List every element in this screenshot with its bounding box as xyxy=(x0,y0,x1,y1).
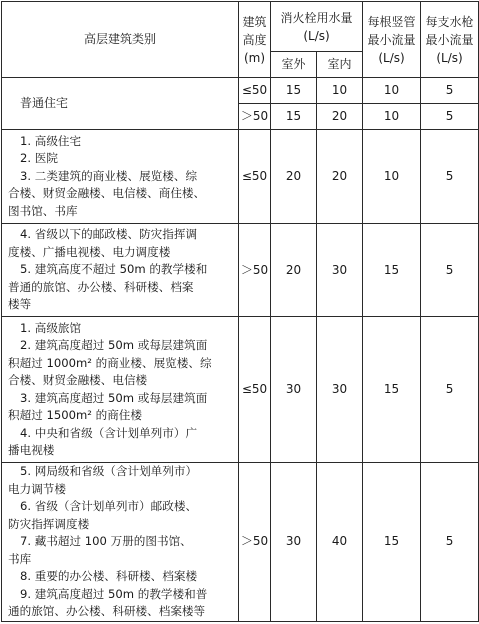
riser-cell: 15 xyxy=(363,317,421,463)
height-cell: ≤50 xyxy=(239,317,271,463)
category-line: 5. 建筑高度不超过 50m 的教学楼和 xyxy=(20,262,208,277)
header-flow xyxy=(271,2,363,52)
header-riser-unit: (L/s) xyxy=(378,50,405,65)
gun-cell: 5 xyxy=(421,130,479,224)
category-cell xyxy=(2,463,239,622)
indoor-cell: 10 xyxy=(317,78,363,104)
header-height xyxy=(239,2,271,78)
header-riser xyxy=(363,2,421,78)
category-cell xyxy=(2,78,239,130)
outdoor-cell: 20 xyxy=(271,224,317,317)
header-gun-line1: 每支水枪 xyxy=(425,14,474,29)
gun-cell: 5 xyxy=(421,78,479,104)
category-line: 普通的旅馆、办公楼、科研楼、档案 xyxy=(8,279,194,294)
header-row xyxy=(2,2,479,52)
category-line: 度楼、广播电视楼、电力调度楼 xyxy=(8,244,171,259)
riser-cell: 15 xyxy=(363,463,421,622)
height-cell: ＞50 xyxy=(239,224,271,317)
header-outdoor: 室外 xyxy=(271,52,317,78)
outdoor-cell: 20 xyxy=(271,130,317,224)
gun-cell: 5 xyxy=(421,317,479,463)
category-line: 合楼、财贸金融楼、电信楼、商住楼、 xyxy=(8,186,206,201)
height-cell: ≤50 xyxy=(239,130,271,224)
hydrant-water-table xyxy=(1,1,479,622)
header-gun-line2: 最小流量 xyxy=(425,32,474,47)
table-row xyxy=(2,224,479,317)
category-line: 3. 建筑高度超过 50m 或每层建筑面 xyxy=(20,390,208,405)
gun-cell: 5 xyxy=(421,104,479,130)
height-cell: ＞50 xyxy=(239,463,271,622)
outdoor-cell: 15 xyxy=(271,78,317,104)
category-line: 2. 建筑高度超过 50m 或每层建筑面 xyxy=(20,338,208,352)
riser-cell: 10 xyxy=(363,104,421,130)
category-line: 7. 藏书超过 100 万册的图书馆、 xyxy=(20,534,192,548)
category-line: 电力调节楼 xyxy=(8,481,66,496)
table-row xyxy=(2,78,479,104)
header-gun xyxy=(421,2,479,78)
category-line: 书库 xyxy=(8,551,32,566)
indoor-cell: 30 xyxy=(317,317,363,463)
riser-cell: 10 xyxy=(363,130,421,224)
header-riser-line2: 最小流量 xyxy=(367,32,416,47)
indoor-cell: 30 xyxy=(317,224,363,317)
table-row xyxy=(2,130,479,224)
category-line: 8. 重要的办公楼、科研楼、档案楼 xyxy=(20,569,198,583)
header-height-line1: 建筑 xyxy=(242,14,267,29)
header-category: 高层建筑类别 xyxy=(2,2,239,78)
category-line: 普通住宅 xyxy=(20,95,69,110)
category-line: 3. 二类建筑的商业楼、展览楼、综 xyxy=(20,168,198,183)
indoor-cell: 40 xyxy=(317,463,363,622)
category-line: 2. 医院 xyxy=(20,151,58,166)
outdoor-cell: 30 xyxy=(271,317,317,463)
header-flow-unit: (L/s) xyxy=(303,28,330,43)
category-line: 9. 建筑高度超过 50m 的教学楼和普 xyxy=(20,586,208,601)
header-indoor: 室内 xyxy=(317,52,363,78)
gun-cell: 5 xyxy=(421,463,479,622)
category-line: 防灾指挥调度楼 xyxy=(8,516,90,531)
height-cell: ≤50 xyxy=(239,78,271,104)
table-row xyxy=(2,317,479,463)
category-cell xyxy=(2,130,239,224)
category-line: 5. 网局级和省级（含计划单列市） xyxy=(20,464,198,478)
category-line: 4. 省级以下的邮政楼、防灾指挥调 xyxy=(20,227,198,242)
header-flow-line1: 消火栓用水量 xyxy=(280,10,353,25)
category-line: 楼等 xyxy=(8,297,32,312)
category-line: 4. 中央和省级（含计划单列市）广 xyxy=(20,425,198,440)
riser-cell: 10 xyxy=(363,78,421,104)
category-line: 6. 省级（含计划单列市）邮政楼、 xyxy=(20,499,198,513)
gun-cell: 5 xyxy=(421,224,479,317)
header-height-line2: 高度 xyxy=(242,32,267,47)
outdoor-cell: 15 xyxy=(271,104,317,130)
header-gun-unit: (L/s) xyxy=(436,50,463,65)
category-line: 积超过 1000m² 的商业楼、展览楼、综 xyxy=(8,355,212,370)
category-line: 1. 高级旅馆 xyxy=(20,320,82,335)
category-line: 图书馆、书库 xyxy=(8,203,78,218)
header-riser-line1: 每根竖管 xyxy=(367,14,416,29)
indoor-cell: 20 xyxy=(317,130,363,224)
riser-cell: 15 xyxy=(363,224,421,317)
outdoor-cell: 30 xyxy=(271,463,317,622)
category-line: 合楼、财贸金融楼、电信楼 xyxy=(8,373,148,387)
height-cell: ＞50 xyxy=(239,104,271,130)
header-height-unit: (m) xyxy=(243,50,266,65)
category-line: 积超过 1500m² 的商住楼 xyxy=(8,408,142,422)
category-cell xyxy=(2,224,239,317)
category-line: 1. 高级住宅 xyxy=(20,133,82,148)
category-line: 通的旅馆、办公楼、科研楼、档案楼等 xyxy=(8,604,206,618)
indoor-cell: 20 xyxy=(317,104,363,130)
table-row xyxy=(2,463,479,622)
category-line: 播电视楼 xyxy=(8,443,55,457)
category-cell xyxy=(2,317,239,463)
